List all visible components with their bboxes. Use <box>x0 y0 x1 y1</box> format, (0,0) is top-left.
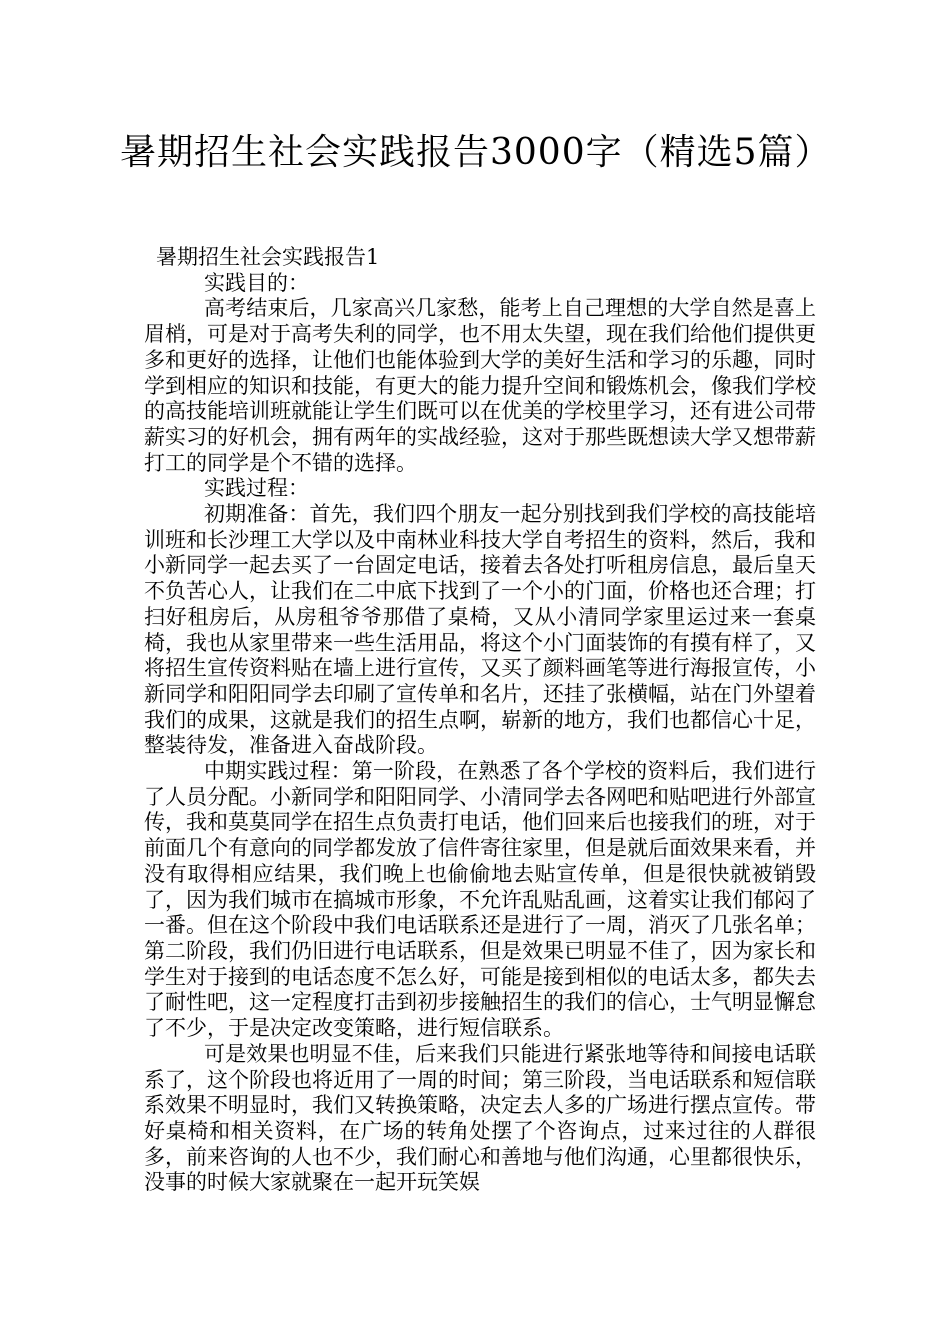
body-paragraph: 中期实践过程：第一阶段，在熟悉了各个学校的资料后，我们进行了人员分配。小新同学和阳阳同学、小清同学去各网吧和贴吧进行外部宣传，我和莫莫同学在招生点负责打电话，他们回来后也接我们的班，对于前面几个有意向的同学都发放了信件寄往家里，但是就后面效果来看，并没有取得相应结果，我们晚上也偷偷地去贴宣传单，但是很快就被销毁了，因为我们城市在搞城市形象，不允许乱贴乱画，这着实让我们郁闷了一番。但在这个阶段中我们电话联系还是进行了一周，消灭了几张名单；第二阶段，我们仍旧进行电话联系，但是效果已明显不佳了，因为家长和学生对于接到的电话态度不怎么好，可能是接到相似的电话太多，都失去了耐性吧，这一定程度打击到初步接触招生的我们的信心，士气明显懈怠了不少，于是决定改变策略，进行短信联系。 <box>144 759 816 1041</box>
process-label: 实践过程： <box>204 476 309 501</box>
section-heading: 暑期招生社会实践报告1 <box>156 245 380 269</box>
body-paragraph: 可是效果也明显不佳，后来我们只能进行紧张地等待和间接电话联系了，这个阶段也将近用了一周的时间；第三阶段，当电话联系和短信联系效果不明显时，我们又转换策略，决定去人多的广场进行摆点宣传。带好桌椅和相关资料，在广场的转角处摆了个咨询点，过来过往的人群很多，前来咨询的人也不少，我们耐心和善地与他们沟通，心里都很快乐，没事的时候大家就聚在一起开玩笑娱 <box>144 1041 816 1195</box>
purpose-label: 实践目的： <box>204 270 309 295</box>
document-body <box>144 245 816 1196</box>
body-paragraph: 初期准备：首先，我们四个朋友一起分别找到我们学校的高技能培训班和长沙理工大学以及中南林业科技大学自考招生的资料，然后，我和小新同学一起去买了一台固定电话，接着去各处打听租房信息，最后皇天不负苦心人，让我们在二中底下找到了一个小的门面，价格也还合理；打扫好租房后，从房租爷爷那借了桌椅，又从小清同学家里运过来一套桌椅，我也从家里带来一些生活用品，将这个小门面装饰的有摸有样了，又将招生宣传资料贴在墙上进行宣传，又买了颜料画笔等进行海报宣传，小新同学和阳阳同学去印刷了宣传单和名片，还挂了张横幅，站在门外望着我们的成果，这就是我们的招生点啊，崭新的地方，我们也都信心十足，整装待发，准备进入奋战阶段。 <box>144 502 816 758</box>
purpose-paragraph: 高考结束后，几家高兴几家愁，能考上自己理想的大学自然是喜上眉梢，可是对于高考失利的同学，也不用太失望，现在我们给他们提供更多和更好的选择，让他们也能体验到大学的美好生活和学习的乐趣，同时学到相应的知识和技能，有更大的能力提升空间和锻炼机会，像我们学校的高技能培训班就能让学生们既可以在优美的学校里学习，还有进公司带薪实习的好机会，拥有两年的实战经验，这对于那些既想读大学又想带薪打工的同学是个不错的选择。 <box>144 296 816 475</box>
document-title: 暑期招生社会实践报告3000字（精选5篇） <box>120 132 832 173</box>
